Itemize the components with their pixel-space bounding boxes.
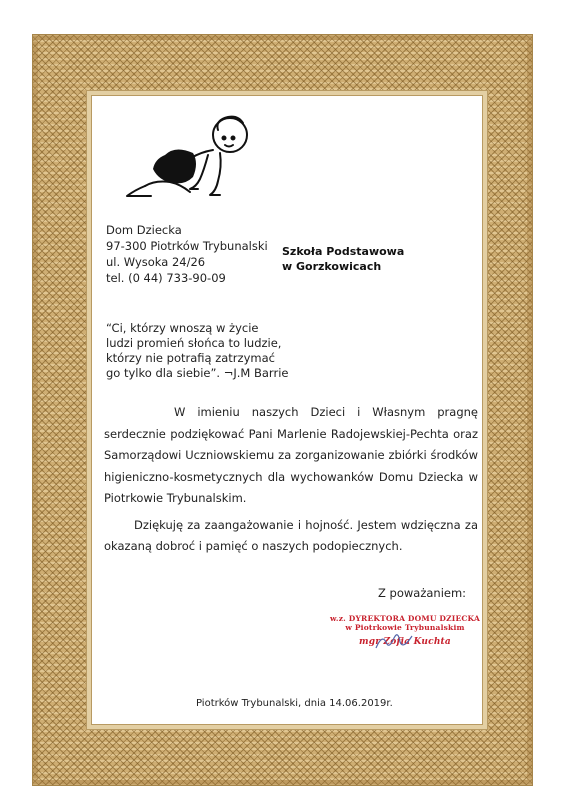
body-paragraph: W imieniu naszych Dzieci i Własnym pragnę serdecznie podziękować Pani Marlenie Radojewskiej-Pechta oraz Samorządowi Uczniowskiemu za zorganizowanie zbiórki środków higieniczno-kosmetycznych dla wychowanków Domu Dziecka w Piotrkowie Trybunalskim. (104, 405, 478, 505)
quote-line: go tylko dla siebie”. ¬J.M Barrie (106, 366, 289, 380)
crawling-baby-logo (110, 110, 260, 210)
sender-street: ul. Wysoka 24/26 (106, 255, 206, 269)
quote-block (106, 321, 288, 381)
quote-line: ludzi promień słońca to ludzie, (106, 336, 282, 350)
sender-address (106, 222, 268, 286)
stamp-signatory: mgr Zofia Kuchta (359, 637, 451, 647)
closing-phrase: Z poważaniem: (378, 586, 467, 600)
sender-phone: tel. (0 44) 733-90-09 (106, 271, 226, 285)
recipient-location: w Gorzkowicach (282, 260, 382, 273)
recipient-name: Szkoła Podstawowa (282, 245, 405, 258)
sender-name: Dom Dziecka (106, 223, 182, 237)
quote-line: którzy nie potrafią zatrzymać (106, 351, 275, 365)
recipient-address (282, 244, 404, 274)
letter-body (104, 402, 478, 558)
handwritten-signature (374, 632, 414, 654)
quote-line: “Ci, którzy wnoszą w życie (106, 321, 259, 335)
stamp-title: w.z. DYREKTORA DOMU DZIECKA (330, 614, 480, 623)
stamp-location: w Piotrkowie Trybunalskim (345, 623, 465, 632)
sender-city: 97-300 Piotrków Trybunalski (106, 239, 268, 253)
letter-date-place: Piotrków Trybunalski, dnia 14.06.2019r. (196, 698, 393, 709)
body-paragraph: Dziękuję za zaangażowanie i hojność. Jestem wdzięczna za okazaną dobroć i pamięć o naszych podopiecznych. (104, 517, 478, 553)
